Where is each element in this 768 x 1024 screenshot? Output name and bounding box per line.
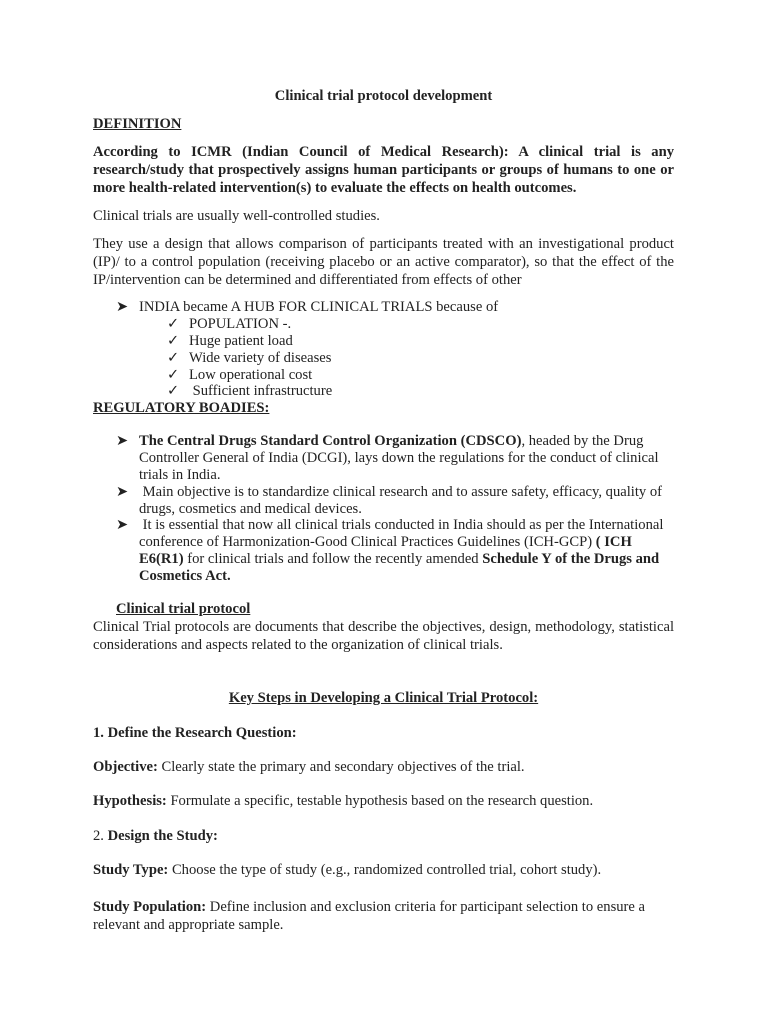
india-hub-text: INDIA became A HUB FOR CLINICAL TRIALS because of [139,299,499,315]
checkmark-icon: ✓ [167,383,180,399]
cdsco-description: , headed by the Drug Controller General of India (DCGI), lays down the regulations for the conduct of clinical trials in India. [139,433,659,483]
ich-text-1: It is essential that now all clinical trials conducted in India should as per the International conference of Harmonization-Good Clinical Practices Guidelines (ICH-GCP) [139,517,668,550]
icmr-definition: According to ICMR (Indian Council of Medical Research): A clinical trial is any research/study that prospectively assigns human participants or groups of humans to one or more health-related intervention(s) to evaluate the effects on health outcomes. [93,144,674,196]
cdsco-name: The Central Drugs Standard Control Organization (CDSCO) [139,433,522,449]
hypothesis-line [93,793,674,810]
reason-item [167,383,674,400]
ich-text-2: for clinical trials and follow the recently amended [183,551,483,567]
reason-text: Wide variety of diseases [189,350,332,366]
objective-line [93,759,674,776]
study-type-line [93,862,674,879]
reason-item [167,333,674,350]
step2-number: 2. [93,828,108,844]
arrow-bullet-icon: ➤ [116,299,129,315]
regulatory-item-objective [116,484,674,518]
hypothesis-description: Formulate a specific, testable hypothesis based on the research question. [166,793,594,809]
study-type-label: Study Type: [93,862,169,878]
regulatory-item-ich [116,517,674,585]
study-type-description: Choose the type of study (e.g., randomized controlled trial, cohort study). [168,862,602,878]
study-population-line [93,898,674,934]
objective-description: Clearly state the primary and secondary objectives of the trial. [157,759,525,775]
step2-heading: Design the Study: [107,828,218,844]
design-paragraph: They use a design that allows comparison of participants treated with an investigational product (IP)/ to a control population (receiving placebo or an active comparator), so that the effect of the IP/intervention can be determined and differentiated from effects of other [93,236,674,288]
reason-text: POPULATION -. [189,316,292,332]
ich-e6-reference: ( ICH E6(R1) [139,534,632,567]
document-title: Clinical trial protocol development [274,88,493,104]
reason-text: Huge patient load [189,333,293,349]
step2-line [93,828,674,845]
india-hub-item [116,299,674,316]
definition-heading: DEFINITION [93,116,182,132]
reason-text: Sufficient infrastructure [189,383,333,399]
reason-item [167,350,674,367]
arrow-bullet-icon: ➤ [116,433,129,449]
hypothesis-label: Hypothesis: [93,793,167,809]
checkmark-icon: ✓ [167,333,180,349]
checkmark-icon: ✓ [167,367,180,383]
regulatory-heading: REGULATORY BOADIES: [93,400,270,416]
study-population-description: Define inclusion and exclusion criteria for participant selection to ensure a relevant and appropriate sample. [93,899,646,933]
reason-item [167,316,674,333]
protocol-definition: Clinical Trial protocols are documents that describe the objectives, design, methodology, statistical considerations and aspects related to the organization of clinical trials. [93,619,674,653]
objective-label: Objective: [93,759,158,775]
step1-heading: 1. Define the Research Question: [93,725,297,741]
reason-item [167,367,674,384]
checkmark-icon: ✓ [167,350,180,366]
regulatory-item-cdsco [116,433,674,484]
study-population-label: Study Population: [93,899,207,915]
schedule-y-reference: Schedule Y of the Drugs and Cosmetics Act. [139,551,660,584]
arrow-bullet-icon: ➤ [116,484,129,500]
controlled-sentence: Clinical trials are usually well-controlled studies. [93,208,380,224]
key-steps-heading: Key Steps in Developing a Clinical Trial Protocol: [228,690,539,706]
arrow-bullet-icon: ➤ [116,517,129,533]
reason-text: Low operational cost [189,367,313,383]
checkmark-icon: ✓ [167,316,180,332]
objective-text: Main objective is to standardize clinical research and to assure safety, efficacy, quality of drugs, cosmetics and medical devices. [139,484,666,517]
document-page [93,0,674,1024]
protocol-heading: Clinical trial protocol [116,601,251,617]
